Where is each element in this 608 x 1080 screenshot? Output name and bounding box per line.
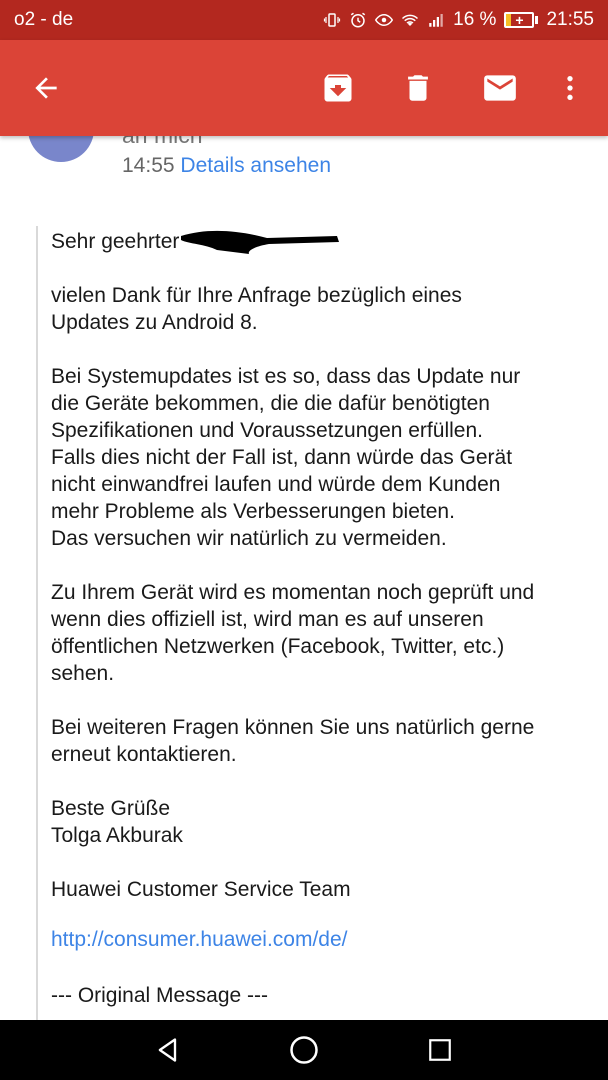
paragraph-line: sehen.	[51, 662, 115, 685]
email-paragraph	[51, 579, 591, 687]
paragraph-line: Falls dies nicht der Fall ist, dann würde das Gerät	[51, 446, 513, 469]
paragraph-line: Das versuchen wir natürlich zu vermeiden.	[51, 527, 447, 550]
quote-bar	[36, 226, 38, 1026]
website-link[interactable]: http://consumer.huawei.com/de/	[51, 928, 348, 951]
team-line: Huawei Customer Service Team	[51, 878, 351, 901]
paragraph-line: öffentlichen Netzwerken (Facebook, Twitter, etc.)	[51, 635, 505, 658]
email-content[interactable]	[0, 136, 608, 1020]
signature-block	[51, 795, 591, 849]
greeting-line	[51, 228, 591, 255]
battery-icon: +	[504, 12, 538, 28]
nav-back-button[interactable]	[148, 1030, 188, 1070]
archive-icon	[320, 70, 356, 106]
paragraph-line: wenn dies offiziell ist, wird man es auf unseren	[51, 608, 484, 631]
paragraph-line: Zu Ihrem Gerät wird es momentan noch geprüft und	[51, 581, 535, 604]
paragraph-line: die Geräte bekommen, die die dafür benötigten	[51, 392, 490, 415]
delete-button[interactable]	[394, 64, 442, 112]
back-button[interactable]	[22, 64, 70, 112]
greeting: Sehr geehrter	[51, 230, 180, 253]
paragraph-line: nicht einwandfrei laufen und würde dem Kunden	[51, 473, 501, 496]
status-bar	[0, 0, 608, 40]
paragraphs	[51, 282, 591, 768]
mark-unread-button[interactable]	[476, 64, 524, 112]
back-arrow-icon	[30, 72, 62, 104]
battery-percent: 16 %	[453, 9, 497, 30]
mark-unread-icon	[481, 69, 519, 107]
more-vert-icon	[554, 72, 586, 104]
wifi-icon	[401, 11, 419, 29]
vibrate-icon	[323, 11, 341, 29]
signer-name: Tolga Akburak	[51, 824, 183, 847]
original-message-divider: --- Original Message ---	[51, 984, 269, 1007]
redaction-mark	[185, 232, 335, 252]
paragraph-line: Bei weiteren Fragen können Sie uns natürlich gerne	[51, 716, 535, 739]
app-bar	[0, 40, 608, 136]
system-nav-bar	[0, 1020, 608, 1080]
email-paragraph	[51, 363, 591, 552]
signal-icon	[427, 11, 445, 29]
paragraph-line: Spezifikationen und Voraussetzungen erfüllen.	[51, 419, 483, 442]
recents-square-icon	[427, 1037, 453, 1063]
email-paragraph	[51, 282, 591, 336]
paragraph-line: vielen Dank für Ihre Anfrage bezüglich eines	[51, 284, 462, 307]
home-circle-icon	[289, 1035, 319, 1065]
carrier-name: o2 - de	[14, 9, 74, 30]
alarm-icon	[349, 11, 367, 29]
clock: 21:55	[546, 9, 594, 30]
email-body	[51, 228, 591, 1036]
eye-icon	[375, 11, 393, 29]
paragraph-line: mehr Probleme als Verbesserungen bieten.	[51, 500, 455, 523]
nav-home-button[interactable]	[284, 1030, 324, 1070]
nav-recents-button[interactable]	[420, 1030, 460, 1070]
paragraph-line: Bei Systemupdates ist es so, dass das Update nur	[51, 365, 521, 388]
delete-icon	[401, 71, 435, 105]
back-triangle-icon	[154, 1036, 182, 1064]
more-options-button[interactable]	[546, 64, 594, 112]
closing: Beste Grüße	[51, 797, 171, 820]
paragraph-line: Updates zu Android 8.	[51, 311, 258, 334]
details-link[interactable]: Details ansehen	[180, 154, 332, 177]
paragraph-line: erneut kontaktieren.	[51, 743, 237, 766]
email-paragraph	[51, 714, 591, 768]
email-time: 14:55	[122, 154, 175, 177]
archive-button[interactable]	[314, 64, 362, 112]
email-meta	[122, 154, 331, 178]
